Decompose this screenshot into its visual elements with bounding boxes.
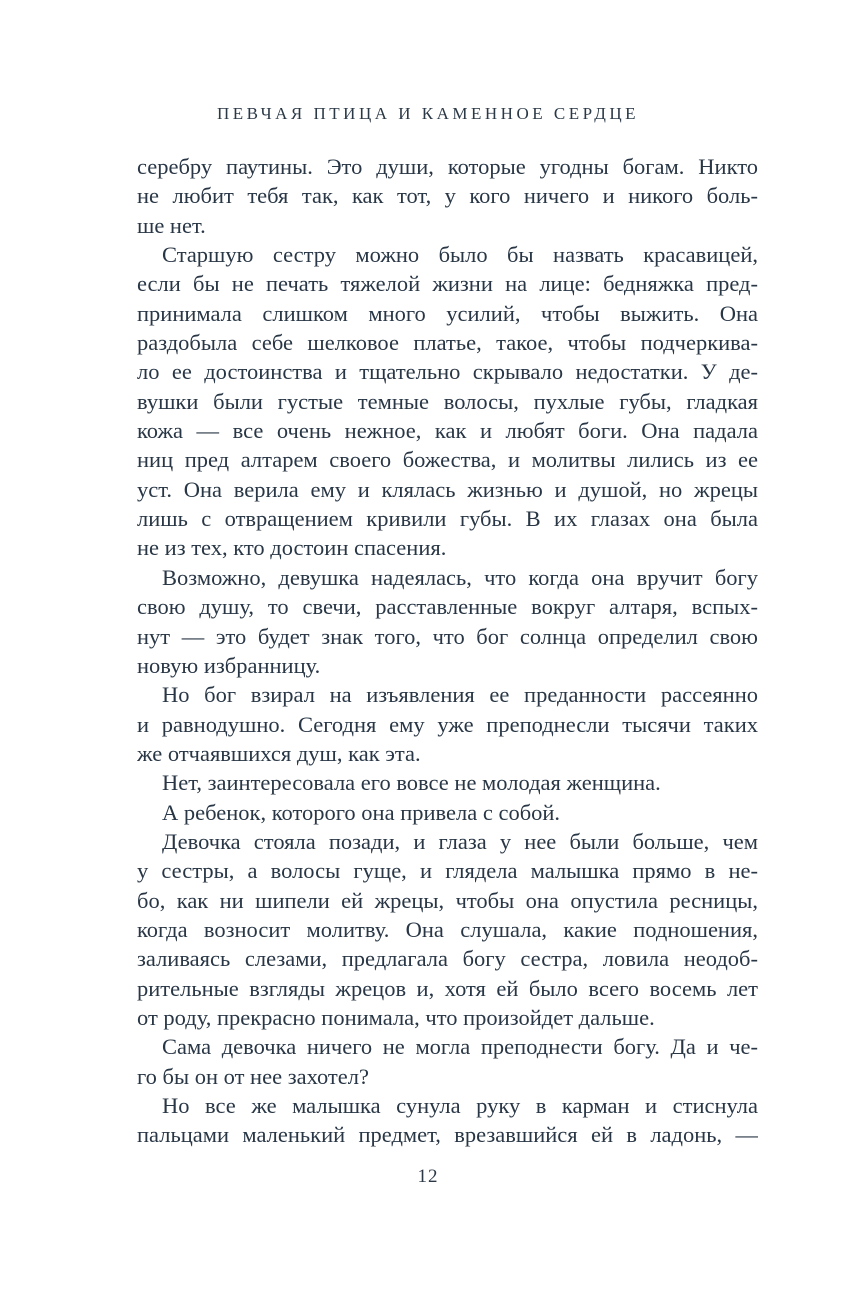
paragraph bbox=[137, 768, 758, 797]
text-line: кожа — все очень нежное, как и любят боги. Она падала bbox=[137, 418, 758, 444]
text-line: заливаясь слезами, предлагала богу сестра, ловила неодоб- bbox=[137, 946, 758, 972]
body-text bbox=[137, 152, 758, 1150]
text-line: когда возносит молитву. Она слушала, какие подношения, bbox=[137, 916, 758, 942]
text-line: лишь с отвращением кривили губы. В их глазах она была bbox=[137, 506, 758, 532]
text-line: вушки были густые темные волосы, пухлые губы, гладкая bbox=[137, 388, 758, 414]
running-head: ПЕВЧАЯ ПТИЦА И КАМЕННОЕ СЕРДЦЕ bbox=[216, 104, 640, 123]
text-line: же отчаявшихся душ, как эта. bbox=[137, 740, 421, 766]
text-line: ше нет. bbox=[137, 212, 206, 238]
page-number: 12 bbox=[417, 1166, 439, 1187]
text-line: рительные взгляды жрецов и, хотя ей было всего восемь лет bbox=[137, 975, 758, 1001]
text-line: уст. Она верила ему и клялась жизнью и душой, но жрецы bbox=[137, 476, 758, 502]
paragraph bbox=[137, 152, 758, 240]
text-line: и равнодушно. Сегодня ему уже преподнесли тысячи таких bbox=[137, 711, 758, 737]
text-line: го бы он от нее захотел? bbox=[137, 1063, 369, 1089]
paragraph bbox=[137, 563, 758, 680]
text-line: от роду, прекрасно понимала, что произойдет дальше. bbox=[137, 1004, 655, 1030]
text-line: принимала слишком много усилий, чтобы выжить. Она bbox=[137, 300, 758, 326]
text-line: если бы не печать тяжелой жизни на лице: бедняжка пред- bbox=[137, 271, 758, 297]
paragraph bbox=[137, 827, 758, 1032]
paragraph bbox=[137, 1032, 758, 1091]
paragraph bbox=[137, 680, 758, 768]
text-line: Сама девочка ничего не могла преподнести богу. Да и че- bbox=[162, 1034, 758, 1060]
text-line: у сестры, а волосы гуще, и глядела малышка прямо в не- bbox=[137, 858, 758, 884]
text-line: ло ее достоинства и тщательно скрывало недостатки. У де- bbox=[137, 359, 758, 385]
text-line: Девочка стояла позади, и глаза у нее были больше, чем bbox=[162, 828, 758, 854]
text-line: Но все же малышка сунула руку в карман и стиснула bbox=[162, 1093, 758, 1118]
text-line: ниц пред алтарем своего божества, и молитвы лились из ее bbox=[137, 447, 758, 473]
paragraph bbox=[137, 1091, 758, 1150]
text-line: раздобыла себе шелковое платье, такое, чтобы подчеркива- bbox=[137, 330, 758, 356]
text-line: А ребенок, которого она привела с собой. bbox=[162, 799, 561, 825]
text-line: свою душу, то свечи, расставленные вокруг алтаря, вспых- bbox=[137, 594, 758, 620]
text-line: не любит тебя так, как тот, у кого ничего и никого боль- bbox=[137, 183, 758, 209]
text-line: бо, как ни шипели ей жрецы, чтобы она опустила ресницы, bbox=[137, 887, 758, 913]
text-line: не из тех, кто достоин спасения. bbox=[137, 535, 447, 561]
paragraph bbox=[137, 798, 758, 827]
text-line: Возможно, девушка надеялась, что когда она вручит богу bbox=[162, 564, 758, 590]
text-line: пальцами маленький предмет, врезавшийся ей в ладонь, — bbox=[137, 1122, 758, 1148]
text-line: Но бог взирал на изъявления ее преданности рассеянно bbox=[162, 682, 758, 708]
text-line: серебру паутины. Это души, которые угодны богам. Никто bbox=[137, 154, 758, 179]
text-line: новую избранницу. bbox=[137, 652, 321, 678]
text-line: нут — это будет знак того, что бог солнца определил свою bbox=[137, 623, 758, 649]
text-line: Нет, заинтересовала его вовсе не молодая женщина. bbox=[162, 770, 661, 796]
text-line: Старшую сестру можно было бы назвать красавицей, bbox=[162, 242, 758, 268]
paragraph bbox=[137, 240, 758, 563]
